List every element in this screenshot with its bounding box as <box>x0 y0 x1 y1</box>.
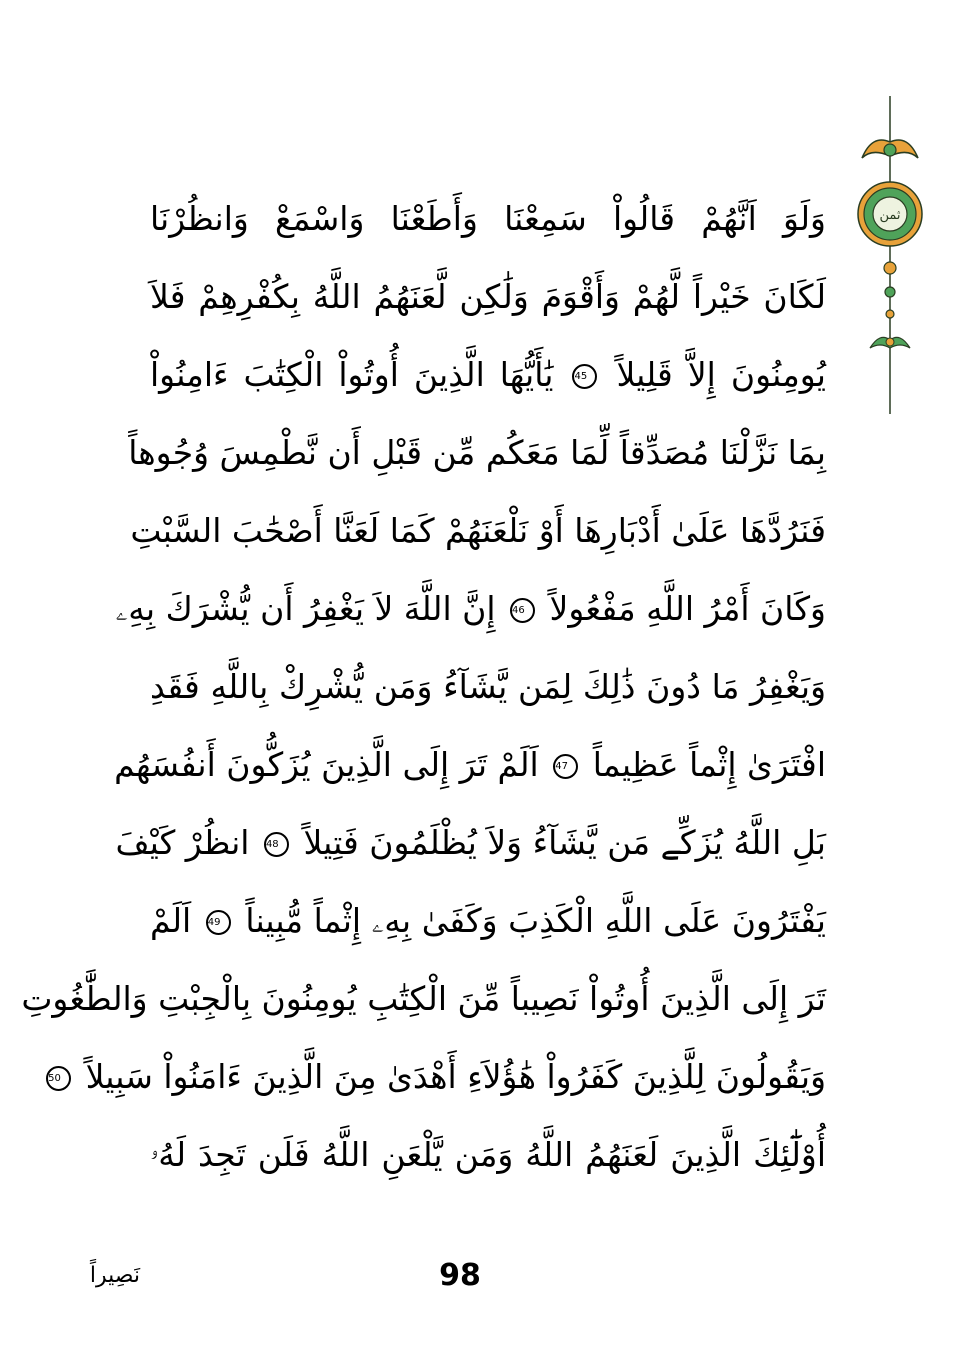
verse-text: يَٰأَيُّهَا الَّذِينَ أُوتُواْ الْكِتَٰبَ ءَامِنُواْ <box>150 355 554 394</box>
verse-text: وَلَوَ اَنَّهُمْ قَالُواْ سَمِعْنَا وَأَطَعْنَا وَاسْمَعْ وَانظُرْنَا <box>150 199 826 238</box>
verse-line <box>128 416 826 490</box>
verse-text: تَرَ إِلَى الَّذِينَ أُوتُواْ نَصِيباً مِّنَ الْكِتَٰبِ يُومِنُونَ بِالْجِبْتِ وَالطَّٰغُوتِ <box>21 979 826 1018</box>
verse-line <box>150 338 826 412</box>
verse-text: وَيَقُولُونَ لِلَّذِينَ كَفَرُواْ هَٰؤُلاَءِ أَهْدَىٰ مِنَ الَّذِينَ ءَامَنُواْ سَبِيلاً <box>85 1057 826 1096</box>
verse-text: وَيَغْفِرُ مَا دُونَ ذَٰلِكَ لِمَن يَّشَآءُ وَمَن يُّشْرِكْ بِاللَّهِ فَقَدِ <box>150 667 826 706</box>
ayah-number-marker: 50 <box>46 1066 71 1091</box>
verse-line <box>21 962 826 1036</box>
verse-text: اَلَمْ <box>150 901 192 940</box>
quran-text-block <box>21 182 826 1202</box>
verse-line <box>150 884 826 958</box>
verse-text: افْتَرَىٰ إِثْماً عَظِيماً <box>592 745 826 784</box>
verse-text: إِنَّ اللَّهَ لاَ يَغْفِرُ أَن يُّشْرَكَ بِهِۦ <box>115 589 496 628</box>
verse-line <box>115 572 826 646</box>
ayah-number-marker: 46 <box>510 598 535 623</box>
verse-text: وَكَانَ أَمْرُ اللَّهِ مَفْعُولاً <box>549 589 826 628</box>
catchword: نَصِيراً <box>89 1263 140 1288</box>
verse-text: لَكَانَ خَيْراً لَّهُمْ وَأَقْوَمَ وَلَٰكِن لَّعَنَهُمُ اللَّهُ بِكُفْرِهِمْ فَلاَ <box>150 277 826 316</box>
ayah-number-marker: 45 <box>572 364 597 389</box>
verse-line <box>150 260 826 334</box>
verse-text: أُوْلَٰٓئِكَ الَّذِينَ لَعَنَهُمُ اللَّهُ وَمَن يَّلْعَنِ اللَّهُ فَلَن تَجِدَ لَهُۥ <box>150 1135 826 1174</box>
verse-text: فَنَرُدَّهَا عَلَىٰ أَدْبَارِهَا أَوْ نَلْعَنَهُمْ كَمَا لَعَنَّا أَصْحَٰبَ السَّبْتِ <box>130 511 826 550</box>
verse-text: يُومِنُونَ إِلاَّ قَلِيلاً <box>616 355 826 394</box>
verse-text: انظُرْ كَيْفَ <box>115 823 250 862</box>
verse-text: بَلِ اللَّهُ يُزَكِّے مَن يَّشَآءُ وَلاَ يُظْلَمُونَ فَتِيلاً <box>303 823 826 862</box>
verse-line <box>114 728 826 802</box>
ornament-label: ثمن <box>879 208 901 223</box>
verse-line <box>150 1118 826 1192</box>
verse-text: يَفْتَرُونَ عَلَى اللَّهِ الْكَذِبَ وَكَفَىٰ بِهِۦ إِثْماً مُّبِيناً <box>245 901 826 940</box>
verse-line <box>115 806 826 880</box>
verse-text: بِمَا نَزَّلْنَا مُصَدِّقاً لِّمَا مَعَكُم مِّن قَبْلِ أَن نَّطْمِسَ وُجُوهاً <box>128 433 826 472</box>
verse-line <box>130 494 826 568</box>
verse-line <box>150 182 826 256</box>
verse-line <box>150 650 826 724</box>
ayah-number-marker: 47 <box>553 754 578 779</box>
ayah-number-marker: 49 <box>206 910 231 935</box>
page-number: 98 <box>439 1258 481 1293</box>
hizb-quarter-ornament-icon <box>852 96 928 416</box>
ayah-number-marker: 48 <box>264 832 289 857</box>
verse-line <box>48 1040 826 1114</box>
verse-text: اَلَمْ تَرَ إِلَى الَّذِينَ يُزَكُّونَ أَنفُسَهُم <box>114 745 539 784</box>
